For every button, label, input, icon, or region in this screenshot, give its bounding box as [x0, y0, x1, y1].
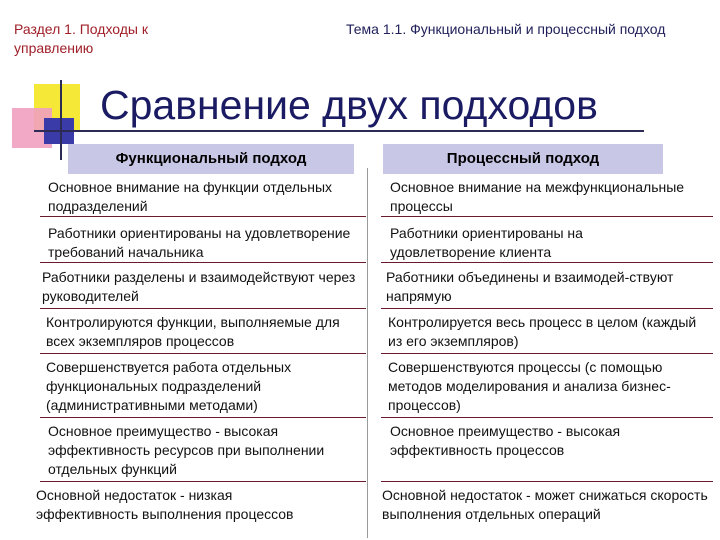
row-3-process: Работники объединены и взаимодей-ствуют напрямую [386, 269, 674, 304]
row-separator [40, 308, 366, 309]
row-separator [381, 481, 713, 482]
row-separator [381, 262, 713, 263]
row-4-process: Контролируется весь процесс в целом (каждый из его экземпляров) [388, 314, 697, 349]
column-header-process: Процессный подход [383, 144, 663, 174]
row-separator [40, 262, 366, 263]
row-separator [381, 216, 713, 217]
row-separator [381, 417, 713, 418]
row-separator [40, 481, 366, 482]
row-separator [381, 353, 713, 354]
row-3-functional: Работники разделены и взаимодействуют через руководителей [42, 269, 356, 304]
row-separator [40, 216, 366, 217]
row-1-functional: Основное внимание на функции отдельных подразделений [48, 179, 333, 214]
row-separator [40, 417, 366, 418]
topic-label: Тема 1.1. Функциональный и процессный подход [346, 21, 666, 37]
title-underline [34, 130, 644, 132]
row-5-functional: Совершенствуется работа отдельных функциональных подразделений (административными методами) [46, 359, 292, 413]
row-6-process: Основное преимущество - высокая эффективность процессов [390, 423, 621, 458]
row-2-process: Работники ориентированы на удовлетворение клиента [390, 225, 583, 260]
row-separator [381, 308, 713, 309]
section-label: Раздел 1. Подходы к управлению [14, 21, 149, 56]
slide-title: Сравнение двух подходов [100, 82, 598, 128]
row-separator [40, 353, 366, 354]
vertical-rule [60, 80, 62, 160]
row-2-functional: Работники ориентированы на удовлетворение требований начальника [48, 225, 351, 260]
row-5-process: Совершенствуются процессы (с помощью методов моделирования и анализа бизнес-процессов) [388, 359, 671, 413]
row-6-functional: Основное преимущество - высокая эффективность ресурсов при выполнении отдельных функций [48, 423, 325, 477]
column-header-functional: Функциональный подход [68, 144, 354, 174]
row-1-process: Основное внимание на межфункциональные процессы [390, 179, 685, 214]
row-7-functional: Основной недостаток - низкая эффективность выполнения процессов [36, 487, 294, 522]
row-7-process: Основной недостаток - может снижаться скорость выполнения отдельных операций [382, 487, 708, 522]
row-4-functional: Контролируются функции, выполняемые для всех экземпляров процессов [46, 314, 340, 349]
